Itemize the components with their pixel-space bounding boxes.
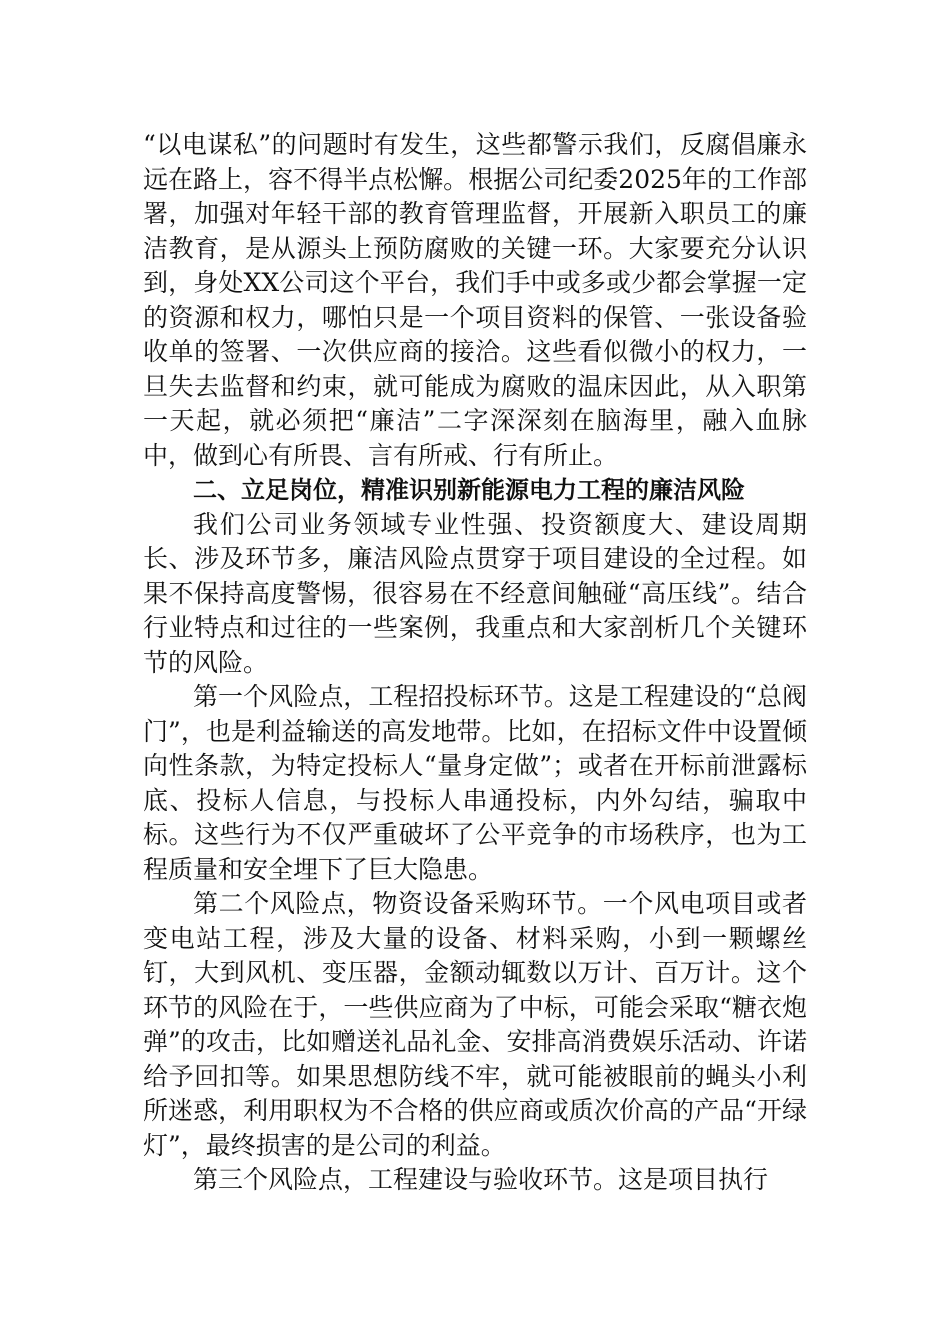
paragraph-intro: “以电谋私”的问题时有发生，这些都警示我们，反腐倡廉永远在路上，容不得半点松懈。根据公司纪委2025年的工作部署，加强对年轻干部的教育管理监督，开展新入职员工的廉洁教育，是从源头上预防腐败的关键一环。大家要充分认识到，身处XX公司这个平台，我们手中或多或少都会掌握一定的资源和权力，哪怕只是一个项目资料的保管、一张设备验收单的签署、一次供应商的接洽。这些看似微小的权力，一旦失去监督和约束，就可能成为腐败的温床因此，从入职第一天起，就必须把“廉洁”二字深深刻在脑海里，融入血脉中，做到心有所畏、言有所戒、行有所止。 bbox=[143, 130, 807, 470]
paragraph-risk-1: 第一个风险点，工程招投标环节。这是工程建设的“总阀门”，也是利益输送的高发地带。比如，在招标文件中设置倾向性条款，为特定投标人“量身定做”；或者在开标前泄露标底、投标人信息，与投标人串通投标，内外勾结，骗取中标。这些行为不仅严重破坏了公平竞争的市场秩序，也为工程质量和安全埋下了巨大隐患。 bbox=[143, 682, 807, 884]
paragraph-overview: 我们公司业务领域专业性强、投资额度大、建设周期长、涉及环节多，廉洁风险点贯穿于项目建设的全过程。如果不保持高度警惕，很容易在不经意间触碰“高压线”。结合行业特点和过往的一些案例，我重点和大家剖析几个关键环节的风险。 bbox=[143, 509, 807, 677]
section-heading: 二、立足岗位，精准识别新能源电力工程的廉洁风险 bbox=[193, 476, 745, 504]
paragraph-risk-3: 第三个风险点，工程建设与验收环节。这是项目执行 bbox=[193, 1165, 769, 1194]
document-body bbox=[143, 128, 807, 1198]
paragraph-risk-2: 第二个风险点，物资设备采购环节。一个风电项目或者变电站工程，涉及大量的设备、材料采购，小到一颗螺丝钉，大到风机、变压器，金额动辄数以万计、百万计。这个环节的风险在于，一些供应商为了中标，可能会采取“糖衣炮弹”的攻击，比如赠送礼品礼金、安排高消费娱乐活动、许诺给予回扣等。如果思想防线不牢，就可能被眼前的蝇头小利所迷惑，利用职权为不合格的供应商或质次价高的产品“开绿灯”，最终损害的是公司的利益。 bbox=[143, 889, 807, 1160]
